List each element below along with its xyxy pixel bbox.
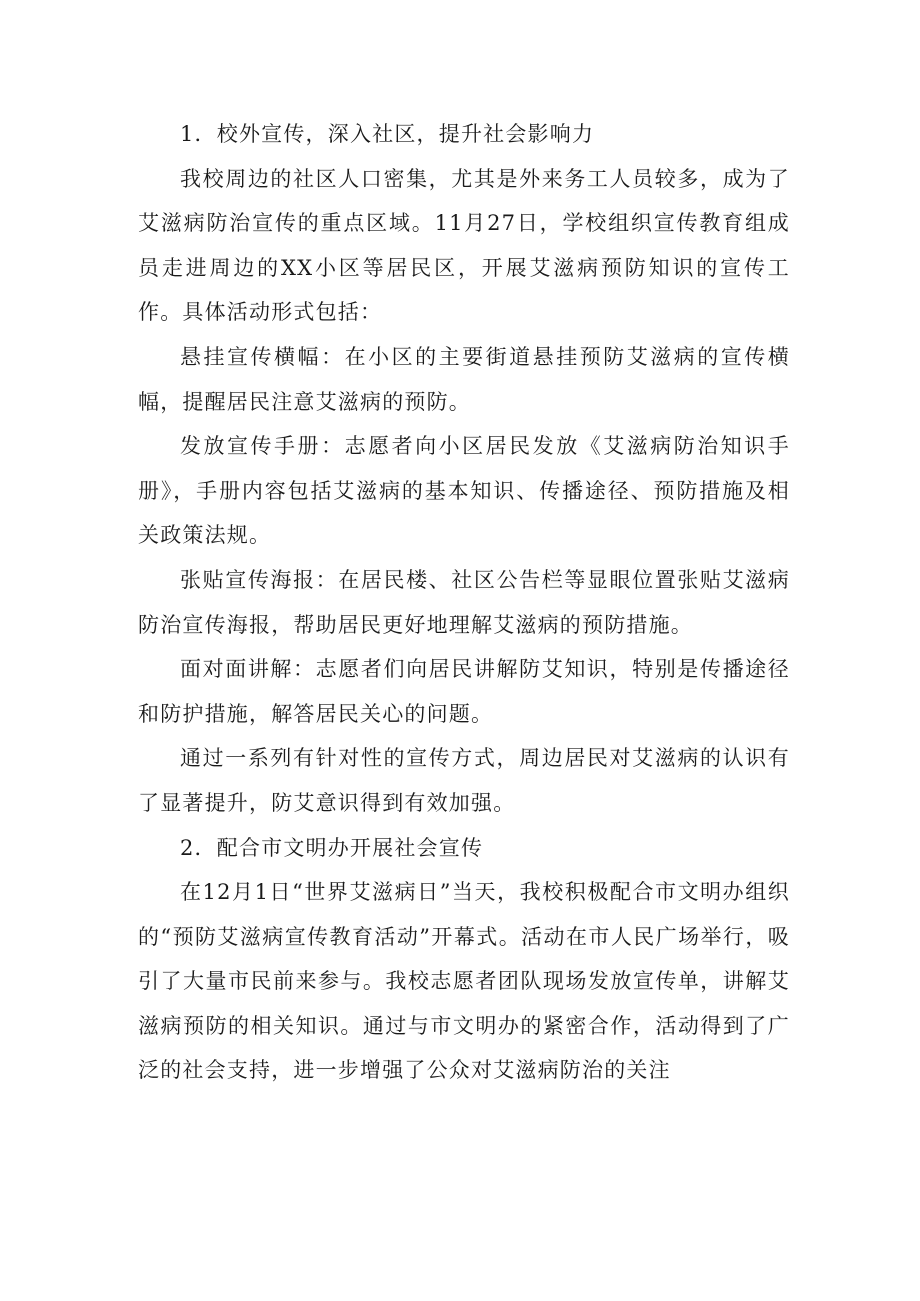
paragraph-posters: 张贴宣传海报：在居民楼、社区公告栏等显眼位置张贴艾滋病防治宣传海报，帮助居民更好地理解艾滋病的预防措施。	[138, 567, 790, 637]
paragraph-world-aids-day: 在12月1日“世界艾滋病日”当天，我校积极配合市文明办组织的“预防艾滋病宣传教育活动”开幕式。活动在市人民广场举行，吸引了大量市民前来参与。我校志愿者团队现场发放宣传单，讲解艾滋病预防的相关知识。通过与市文明办的紧密合作，活动得到了广泛的社会支持，进一步增强了公众对艾滋病防治的关注	[138, 880, 790, 1083]
paragraph-outcome: 通过一系列有针对性的宣传方式，周边居民对艾滋病的认识有了显著提升，防艾意识得到有效加强。	[138, 746, 790, 815]
paragraph-banners: 悬挂宣传横幅：在小区的主要街道悬挂预防艾滋病的宣传横幅，提醒居民注意艾滋病的预防。	[138, 344, 790, 414]
paragraph-community-overview: 我校周边的社区人口密集，尤其是外来务工人员较多，成为了艾滋病防治宣传的重点区域。11月27日，学校组织宣传教育组成员走进周边的XX小区等居民区，开展艾滋病预防知识的宣传工作。具体活动形式包括：	[138, 166, 790, 325]
document-body	[138, 112, 790, 1093]
paragraph-face-to-face: 面对面讲解：志愿者们向居民讲解防艾知识，特别是传播途径和防护措施，解答居民关心的问题。	[138, 657, 790, 726]
section-heading-community-outreach: 1．校外宣传，深入社区，提升社会影响力	[180, 122, 595, 146]
paragraph-handbooks: 发放宣传手册：志愿者向小区居民发放《艾滋病防治知识手册》，手册内容包括艾滋病的基本知识、传播途径、预防措施及相关政策法规。	[138, 434, 790, 548]
section-heading-civilization-office: 2．配合市文明办开展社会宣传	[180, 835, 484, 860]
